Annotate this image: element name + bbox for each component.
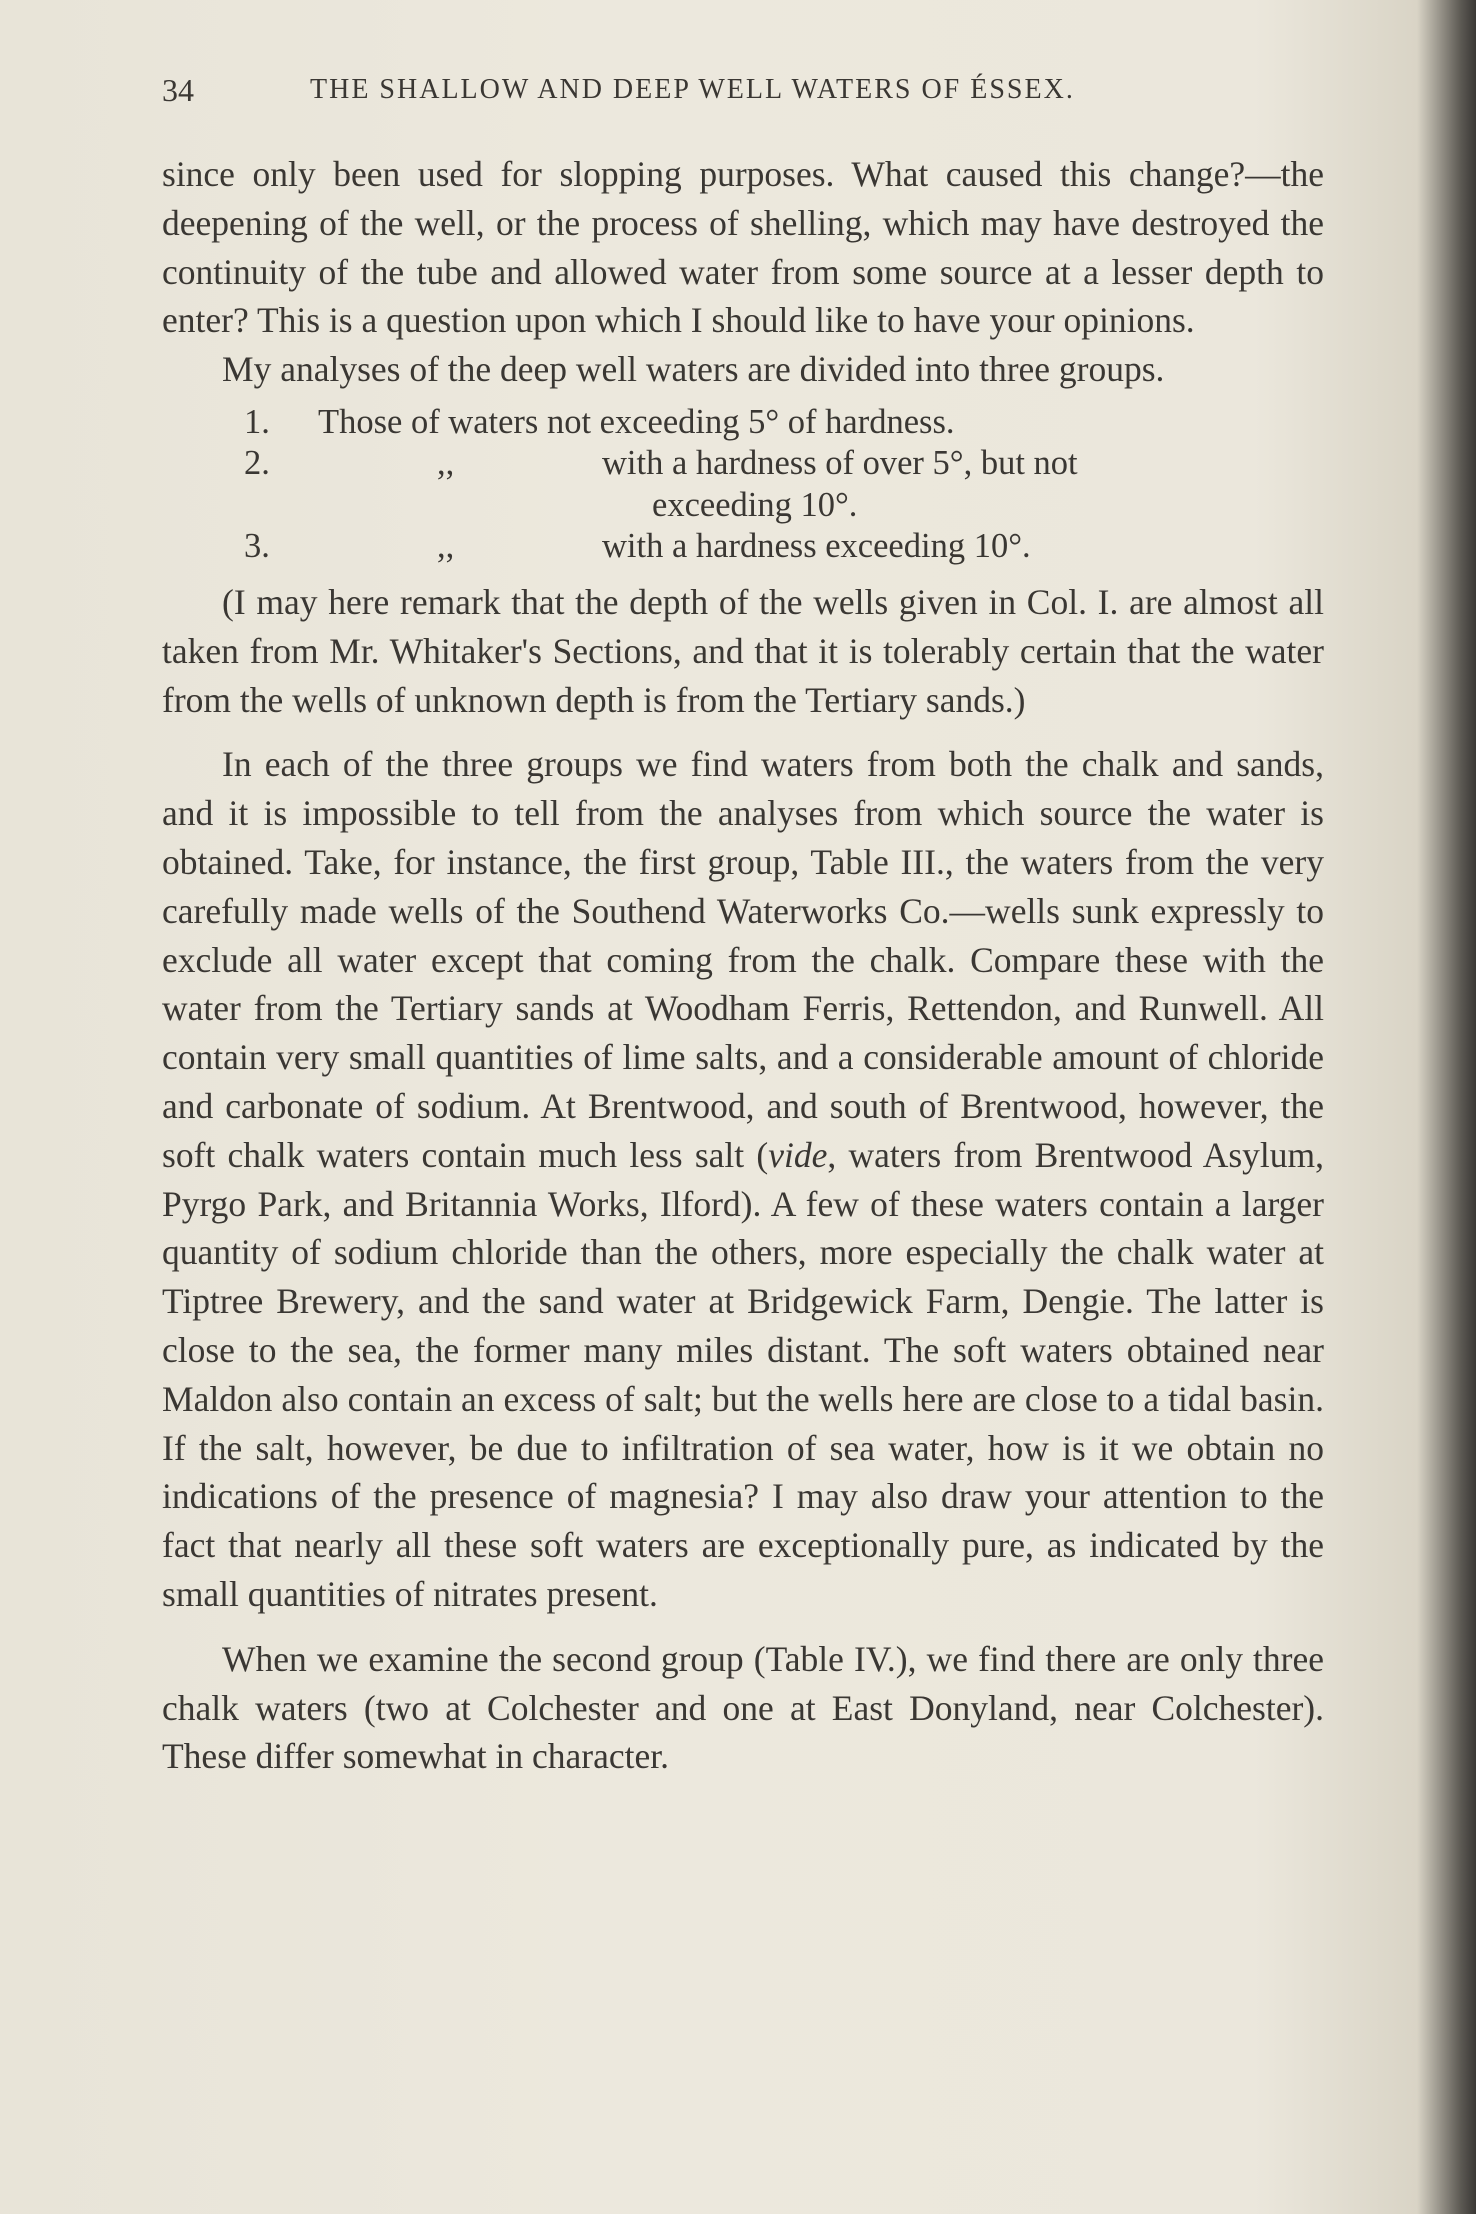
paragraph: (I may here remark that the depth of the wells given in Col. I. are almost all taken from Mr. Whitaker's Sections, and that it is tolerably certain that the water from the wells of unknown depth is from the Tertiary sands.) <box>162 581 1324 720</box>
list-item-text: exceeding 10°. <box>652 485 858 524</box>
italic-vide: vide <box>768 1134 828 1175</box>
body-text <box>162 150 1324 1781</box>
list-item-number: 1. <box>244 402 270 441</box>
paragraph: since only been used for slopping purposes. What caused this change?—the deepening of the well, or the process of shelling, which may have destroyed the continuity of the tube and allowed water from some source at a lesser depth to enter? This is a question upon which I should like to have your opinions. <box>162 154 1324 341</box>
paragraph-text: In each of the three groups we find waters from both the chalk and sands, and it is impossible to tell from the analyses from which source the water is obtained. Take, for instance, the first group, Table III., the waters from the very carefully made wells of the Southend Waterworks Co.—wells sunk expressly to exclude all water except that coming from the chalk. Compare these with the water from the Tertiary sands at Woodham Ferris, Rettendon, and Runwell. All contain very small quantities of lime salts, and a considerable amount of chloride and carbonate of sodium. At Brentwood, and south of Brentwood, however, the soft chalk waters contain much less salt ( <box>162 744 1324 1175</box>
list-item-continuation <box>162 485 1324 527</box>
list-item <box>162 402 1324 444</box>
running-title: THE SHALLOW AND DEEP WELL WATERS OF ÉSSEX. <box>310 74 1075 105</box>
hardness-groups-list <box>162 402 1324 568</box>
list-item-text: with a hardness exceeding 10°. <box>602 527 1031 566</box>
paragraph: My analyses of the deep well waters are divided into three groups. <box>222 349 1165 390</box>
paragraph-text: , waters from Brentwood Asylum, Pyrgo Park, and Britannia Works, Ilford). A few of these waters contain a larger quantity of sodium chloride than the others, more especially the chalk water at Tiptree Brewery, and the sand water at Bridgewick Farm, Dengie. The latter is close to the sea, the former many miles distant. The soft waters obtained near Maldon also contain an excess of salt; but the wells here are close to a tidal basin. If the salt, however, be due to infiltration of sea water, how is it we obtain no indications of the presence of magnesia? I may also draw your attention to the fact that nearly all these soft waters are exceptionally pure, as indicated by the small quantities of nitrates present. <box>162 1134 1324 1614</box>
page-number: 34 <box>162 72 194 108</box>
list-item <box>162 443 1324 485</box>
paragraph <box>162 740 1324 1618</box>
list-item-text: with a hardness of over 5°, but not <box>602 444 1078 483</box>
list-item-number: 2. <box>244 444 270 483</box>
list-item-number: 3. <box>244 527 270 566</box>
page-header <box>162 72 1332 112</box>
ditto-mark: ,, <box>437 527 455 566</box>
list-item-text: Those of waters not exceeding 5° of hardness. <box>318 402 955 441</box>
ditto-mark: ,, <box>437 444 455 483</box>
paragraph: When we examine the second group (Table IV.), we find there are only three chalk waters (two at Colchester and one at East Donyland, near Colchester). These differ somewhat in character. <box>162 1638 1324 1777</box>
list-item <box>162 526 1324 568</box>
